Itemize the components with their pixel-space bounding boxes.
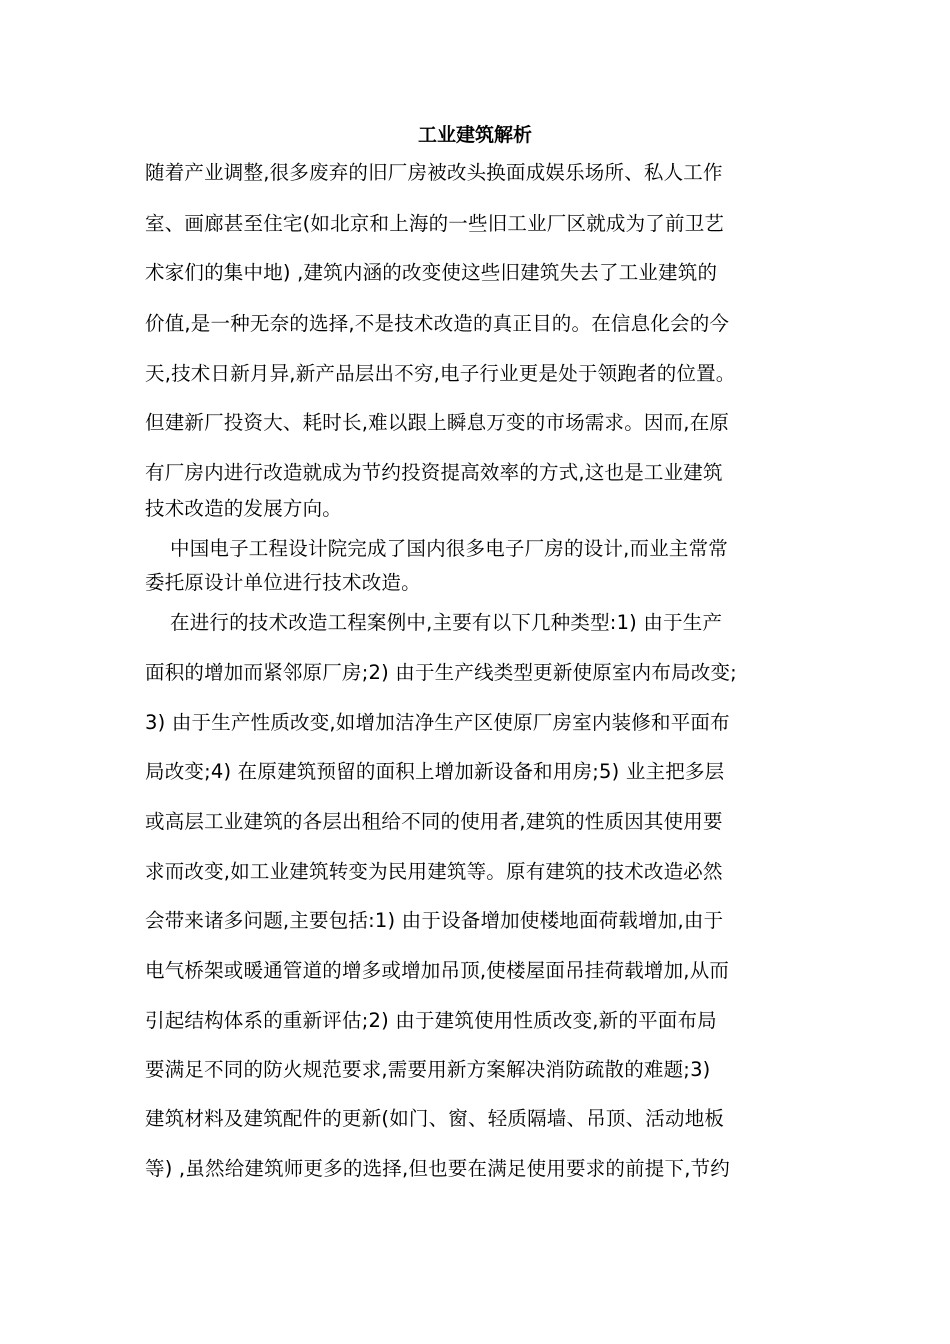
text-line: 建筑材料及建筑配件的更新(如门、窗、轻质隔墙、吊顶、活动地板 bbox=[145, 1107, 725, 1130]
text-line: 面积的增加而紧邻原厂房;2) 由于生产线类型更新使原室内布局改变; bbox=[145, 661, 737, 684]
text-line: 天,技术日新月异,新产品层出不穷,电子行业更是处于领跑者的位置。 bbox=[145, 362, 736, 385]
text-line: 随着产业调整,很多废弃的旧厂房被改头换面成娱乐场所、私人工作 bbox=[145, 161, 723, 184]
text-line: 术家们的集中地) ,建筑内涵的改变使这些旧建筑失去了工业建筑的 bbox=[145, 261, 718, 284]
text-line: 局改变;4) 在原建筑预留的面积上增加新设备和用房;5) 业主把多层 bbox=[145, 760, 725, 783]
text-line: 中国电子工程设计院完成了国内很多电子厂房的设计,而业主常常 bbox=[170, 537, 728, 560]
text-line: 引起结构体系的重新评估;2) 由于建筑使用性质改变,新的平面布局 bbox=[145, 1009, 717, 1032]
text-line: 室、画廊甚至住宅(如北京和上海的一些旧工业厂区就成为了前卫艺 bbox=[145, 212, 725, 235]
text-line: 会带来诸多问题,主要包括:1) 由于设备增加使楼地面荷载增加,由于 bbox=[145, 909, 724, 932]
document-title: 工业建筑解析 bbox=[417, 124, 532, 146]
text-line: 委托原设计单位进行技术改造。 bbox=[145, 571, 421, 594]
text-line: 在进行的技术改造工程案例中,主要有以下几种类型:1) 由于生产 bbox=[170, 611, 723, 634]
text-line: 技术改造的发展方向。 bbox=[145, 497, 343, 520]
text-line: 有厂房内进行改造就成为节约投资提高效率的方式,这也是工业建筑 bbox=[145, 461, 723, 484]
text-line: 等) ,虽然给建筑师更多的选择,但也要在满足使用要求的前提下,节约 bbox=[145, 1157, 731, 1180]
text-line: 但建新厂投资大、耗时长,难以跟上瞬息万变的市场需求。因而,在原 bbox=[145, 411, 730, 434]
text-line: 价值,是一种无奈的选择,不是技术改造的真正目的。在信息化会的今 bbox=[145, 312, 730, 335]
text-line: 电气桥架或暖通管道的增多或增加吊顶,使楼屋面吊挂荷载增加,从而 bbox=[145, 959, 730, 982]
text-line: 3) 由于生产性质改变,如增加洁净生产区使原厂房室内装修和平面布 bbox=[145, 711, 730, 734]
text-line: 或高层工业建筑的各层出租给不同的使用者,建筑的性质因其使用要 bbox=[145, 810, 723, 833]
text-line: 要满足不同的防火规范要求,需要用新方案解决消防疏散的难题;3) bbox=[145, 1058, 711, 1081]
text-line: 求而改变,如工业建筑转变为民用建筑等。原有建筑的技术改造必然 bbox=[145, 860, 723, 883]
